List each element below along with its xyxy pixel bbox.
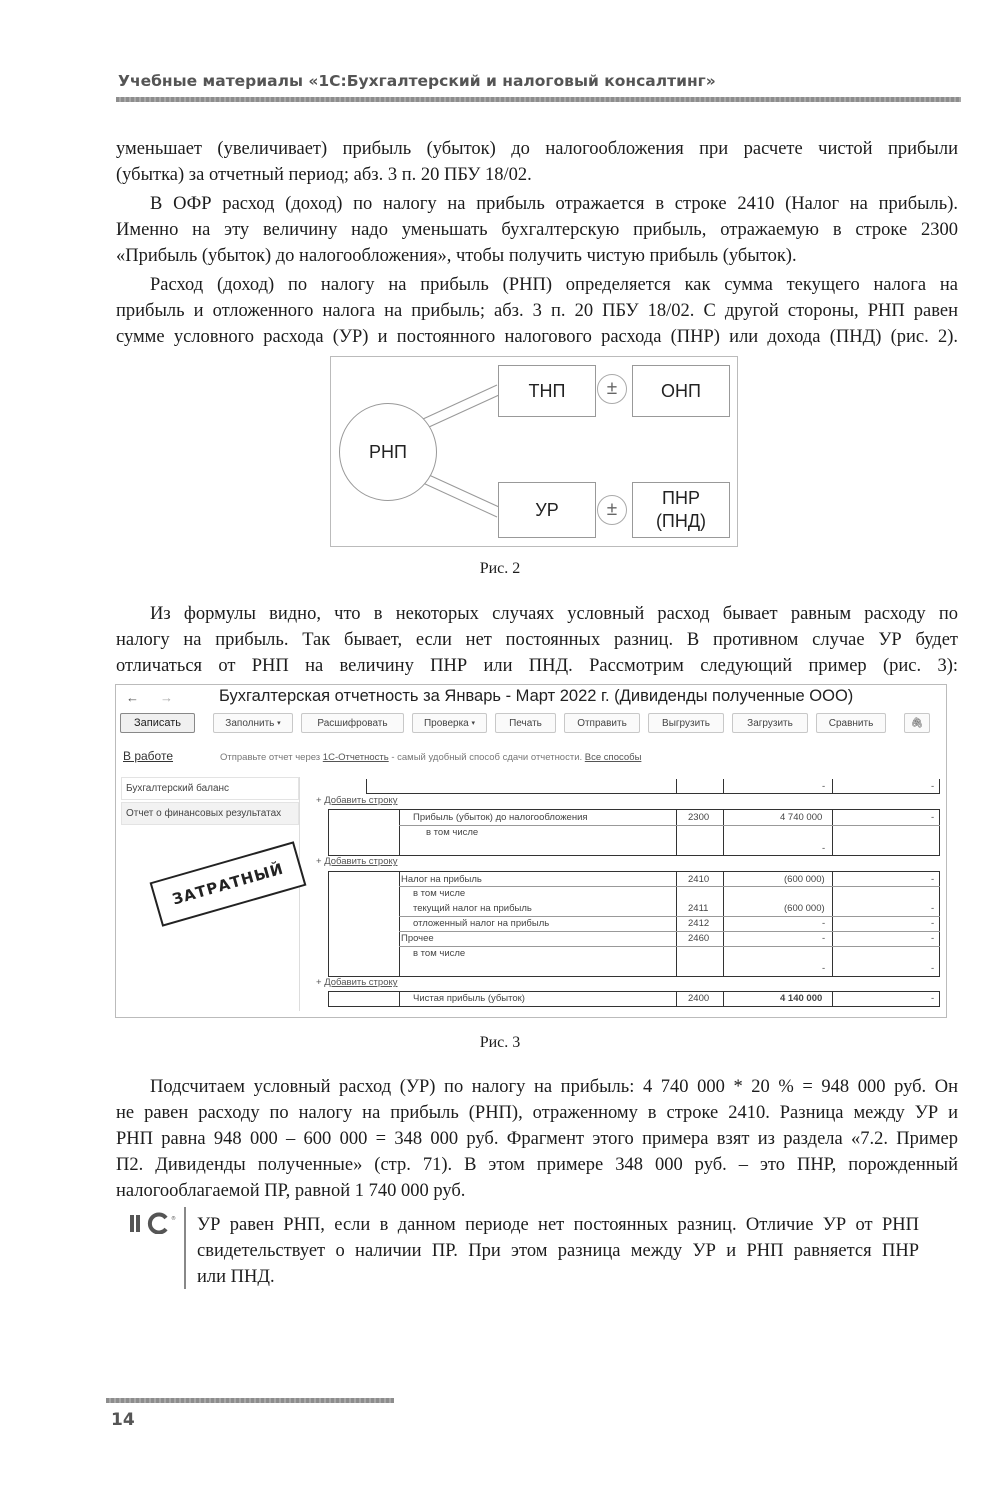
add-row-label: Добавить строку — [324, 856, 398, 867]
dash-cell: - — [931, 963, 935, 974]
node-rnp: РНП — [339, 403, 437, 501]
grid-line — [328, 991, 940, 992]
row-code: 2460 — [688, 933, 710, 944]
grid-line — [399, 991, 400, 1007]
compare-button[interactable]: Сравнить — [816, 713, 886, 733]
node-pnr — [632, 482, 730, 538]
add-row-link[interactable]: + Добавить строку — [316, 856, 398, 867]
grid-line — [832, 809, 833, 856]
grid-line — [832, 779, 833, 793]
text-line: Из формулы видно, что в некоторых случаях условный расход бывает равным расходу по — [150, 604, 958, 624]
row-label: текущий налог на прибыль — [413, 903, 532, 914]
row-label: Прибыль (убыток) до налогообложения — [413, 812, 588, 823]
grid-line — [328, 809, 940, 810]
node-ur: УР — [498, 482, 596, 538]
dash-cell: - — [822, 963, 826, 974]
figure-3-window — [115, 684, 947, 1018]
dash-cell: - — [931, 874, 935, 885]
sidebar-item-financial-results[interactable]: Отчет о финансовых результатах — [121, 802, 299, 825]
add-row-link[interactable]: + Добавить строку — [316, 977, 398, 988]
row-value[interactable]: 4 740 000 — [780, 812, 823, 823]
grid-line — [328, 809, 329, 856]
svg-text:®: ® — [171, 1216, 176, 1222]
export-button[interactable]: Выгрузить — [648, 713, 724, 733]
figure-2-caption: Рис. 2 — [479, 560, 521, 577]
paragraph-2 — [116, 191, 958, 269]
send-button[interactable]: Отправить — [564, 713, 640, 733]
check-dropdown-button[interactable] — [412, 713, 487, 733]
row-value[interactable]: (600 000) — [784, 903, 825, 914]
1c-logo-icon — [128, 1212, 178, 1238]
grid-line — [328, 991, 329, 1007]
text-line: прибыль и отложенного налога на прибыль; абз. 3 п. 20 ПБУ 18/02. С другой стороны, РНП равен — [116, 301, 958, 321]
1c-reporting-link[interactable]: 1С-Отчетность — [322, 752, 389, 763]
stamp-costly: ЗАТРАТНЫЙ — [150, 841, 307, 927]
paragraph-1 — [116, 136, 958, 188]
text-line: Подсчитаем условный расход (УР) по налогу на прибыль: 4 740 000 * 20 % = 948 000 руб. Он — [150, 1077, 958, 1097]
grid-line — [399, 946, 940, 947]
text-line: налогооблагаемой ПР, равной 1 740 000 руб. — [116, 1181, 466, 1201]
dash-cell: - — [931, 993, 935, 1004]
1c-logo-svg — [128, 1212, 178, 1234]
send-hint — [220, 752, 641, 763]
text-line: В ОФР расход (доход) по налогу на прибыль отражается в строке 2410 (Налог на прибыль). — [150, 194, 958, 214]
row-label: Чистая прибыль (убыток) — [413, 993, 525, 1004]
grid-line — [676, 809, 677, 856]
dash-cell: - — [931, 812, 935, 823]
note-line: или ПНД. — [197, 1267, 275, 1287]
sidebar-item-balance[interactable]: Бухгалтерский баланс — [121, 777, 299, 800]
running-header: Учебные материалы «1С:Бухгалтерский и налоговый консалтинг» — [118, 72, 716, 90]
node-tnp: ТНП — [498, 365, 596, 417]
note-text — [197, 1212, 919, 1290]
paragraph-5 — [116, 1074, 958, 1204]
row-code: 2410 — [688, 874, 710, 885]
plus-minus-icon: ± — [597, 495, 627, 525]
dash-cell: - — [822, 918, 826, 929]
chevron-down-icon: ▾ — [277, 720, 281, 727]
grid-line — [723, 779, 724, 793]
node-pnr-line1: ПНР — [662, 488, 700, 508]
dash-cell: - — [931, 918, 935, 929]
row-label: в том числе — [413, 948, 466, 959]
status-link[interactable]: В работе — [123, 749, 174, 763]
grid-line — [939, 809, 940, 856]
grid-line — [328, 871, 940, 872]
add-row-label: Добавить строку — [324, 977, 398, 988]
row-code: 2412 — [688, 918, 710, 929]
grid-line — [399, 931, 940, 932]
all-methods-link[interactable]: Все способы — [584, 752, 642, 763]
grid-line — [399, 809, 400, 856]
grid-line — [366, 793, 940, 794]
row-value[interactable]: (600 000) — [784, 874, 825, 885]
node-pnr-line2: (ПНД) — [655, 511, 707, 531]
row-label: Прочее — [401, 933, 434, 944]
row-code: 2411 — [688, 903, 709, 914]
grid-line — [328, 1006, 940, 1007]
print-button[interactable]: Печать — [495, 713, 556, 733]
figure-3-caption: Рис. 3 — [479, 1034, 521, 1051]
row-label: в том числе — [426, 827, 479, 838]
window-title: Бухгалтерская отчетность за Январь - Март 2022 г. (Дивиденды полученные ООО) — [219, 687, 854, 705]
grid-line — [939, 991, 940, 1007]
text-line: Расход (доход) по налогу на прибыль (РНП) определяется как сумма текущего налога на — [150, 275, 958, 295]
footer-rule — [106, 1398, 394, 1403]
page-number: 14 — [111, 1410, 135, 1430]
paragraph-3 — [116, 272, 958, 350]
header-rule — [116, 97, 961, 102]
note-rule — [184, 1207, 186, 1289]
row-code: 2400 — [688, 993, 710, 1004]
grid-line — [676, 779, 677, 793]
row-label: Налог на прибыль — [401, 874, 482, 885]
text-line: уменьшает (увеличивает) прибыль (убыток) до налогообложения при расчете чистой прибыли — [116, 139, 958, 159]
note-line: свидетельствует о наличии ПР. При этом разница между УР и РНП равняется ПНР — [197, 1241, 919, 1261]
text-line: (убытка) за отчетный период; абз. 3 п. 20 ПБУ 18/02. — [116, 165, 532, 185]
dash-cell: - — [822, 933, 826, 944]
text-line: «Прибыль (убыток) до налогообложения», чтобы получить чистую прибыль (убыток). — [116, 246, 797, 266]
paragraph-4 — [116, 601, 958, 679]
text-line: сумме условного расхода (УР) и постоянного налогового расхода (ПНР) или дохода (ПНД) (рис. 2). — [116, 327, 958, 347]
node-onp: ОНП — [632, 365, 730, 417]
grid-line — [832, 991, 833, 1007]
dash-cell: - — [822, 843, 826, 854]
dash-cell: - — [822, 781, 826, 792]
dash-cell: - — [931, 903, 935, 914]
text-line: не равен расходу по налогу на прибыль (РНП), отраженному в строке 2410. Разница между УР и — [116, 1103, 958, 1123]
grid-line — [723, 809, 724, 856]
note-line: УР равен РНП, если в данном периоде нет постоянных разниц. Отличие УР от РНП — [197, 1215, 919, 1235]
save-button[interactable]: Записать — [120, 713, 195, 733]
forward-arrow-icon[interactable]: → — [160, 690, 173, 705]
hint-prefix: Отправьте отчет через — [220, 752, 321, 763]
add-row-link[interactable]: + Добавить строку — [316, 795, 398, 806]
plus-minus-icon: ± — [597, 374, 627, 404]
grid-line — [723, 991, 724, 1007]
grid-line — [366, 779, 367, 793]
attachment-icon[interactable]: 🖇 — [904, 713, 930, 733]
chevron-down-icon: ▾ — [471, 720, 476, 727]
text-line: Именно на эту величину надо уменьшать бухгалтерскую прибыль, отражаемую в строке 2300 — [116, 220, 958, 240]
text-line: налогу на прибыль. Так бывает, если нет постоянных разниц. В противном случае УР будет — [116, 630, 958, 650]
grid-line — [328, 855, 940, 856]
text-line: РНП равна 948 000 – 600 000 = 348 000 руб. Фрагмент этого примера взят из раздела «7.2. Пример — [116, 1129, 958, 1149]
grid-line — [328, 976, 940, 977]
grid-line — [939, 779, 940, 793]
grid-line — [676, 991, 677, 1007]
row-code: 2300 — [688, 812, 710, 823]
dash-cell: - — [931, 933, 935, 944]
grid-line — [328, 871, 329, 977]
grid-line — [399, 916, 940, 917]
figure-2-diagram — [330, 356, 738, 547]
add-row-label: Добавить строку — [324, 795, 398, 806]
row-label: отложенный налог на прибыль — [413, 918, 550, 929]
grid-line — [399, 886, 940, 887]
import-button[interactable]: Загрузить — [732, 713, 808, 733]
decode-button[interactable]: Расшифровать — [301, 713, 404, 733]
fill-label: Заполнить — [225, 717, 275, 729]
row-value[interactable]: 4 140 000 — [780, 993, 823, 1004]
check-label: Проверка — [423, 717, 469, 729]
hint-middle: - самый удобный способ сдачи отчетности. — [391, 752, 583, 763]
dash-cell: - — [931, 781, 935, 792]
text-line: П2. Дивиденды полученные» (стр. 71). В этом примере 348 000 руб. – это ПНР, порожденный — [116, 1155, 958, 1175]
back-arrow-icon[interactable]: ← — [126, 690, 139, 705]
grid-line — [399, 825, 940, 826]
fill-dropdown-button[interactable] — [213, 713, 293, 733]
row-label: в том числе — [413, 888, 466, 899]
text-line: отличаться от РНП на величину ПНР или ПНД. Рассмотрим следующий пример (рис. 3): — [116, 656, 958, 676]
